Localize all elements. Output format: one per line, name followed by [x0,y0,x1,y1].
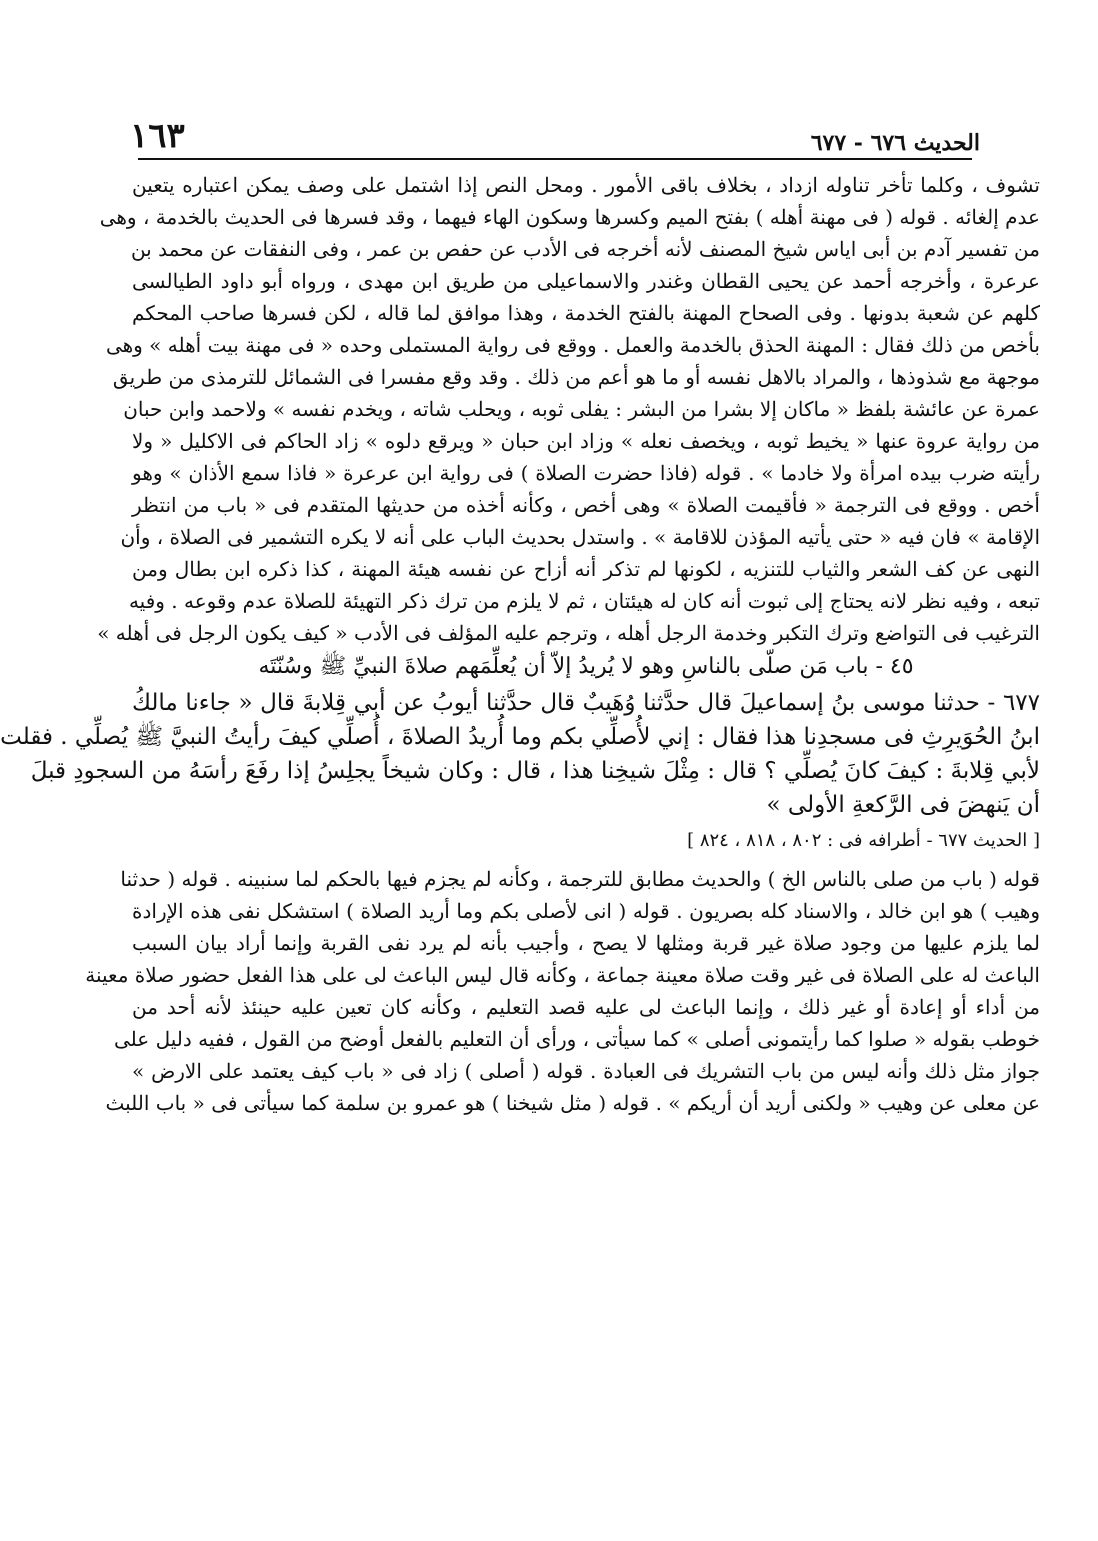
text-line: عرعرة ، وأخرجه أحمد عن يحيى القطان وغندر والاسماعيلى من طريق ابن مهدى ، ورواه أبو داود الطيالسى [132,269,1040,293]
text-line: عن معلى عن وهيب « ولكنى أريد أن أريكم » . قوله ( مثل شيخنا ) هو عمرو بن سلمة كما سيأتى فى « باب اللبث [105,1091,1040,1115]
text-line: من رواية عروة عنها « يخيط ثوبه ، ويخصف نعله » وزاد ابن حبان « ويرقع دلوه » زاد الحاكم فى الاكليل « ولا [132,429,1040,453]
text-line: من تفسير آدم بن أبى اياس شيخ المصنف لأنه أخرجه فى الأدب عن حفص بن عمر ، وفى النفقات عن محمد بن [130,237,1040,261]
hadith-line: ٦٧٧ - حدثنا موسى بنُ إسماعيلَ قال حدَّثنا وُهَيبٌ قال حدَّثنا أيوبُ عن أبي قِلابةَ قال « جاءنا مالكُ [132,690,1040,716]
text-line: تشوف ، وكلما تأخر تناوله ازداد ، بخلاف باقى الأمور . ومحل النص إذا اشتمل على وصف يمكن اعتباره يتعين [132,173,1040,197]
chapter-heading: ٤٥ - باب مَن صلّى بالناسِ وهو لا يُريدُ إلاّ أن يُعلِّمَهم صلاةَ النبيِّ ﷺ وسُنّتَه [258,654,914,679]
text-line: موجهة مع شذوذها ، والمراد بالاهل نفسه أو ما هو أعم من ذلك . وقد وقع مفسرا فى الشمائل للترمذى من طريق [112,365,1040,389]
text-line: أخص . ووقع فى الترجمة « فأقيمت الصلاة » وهى أخص ، وكأنه أخذه من حديثها المتقدم فى « باب من انتظر [132,493,1040,517]
text-line: كلهم عن شعبة بدونها . وفى الصحاح المهنة بالفتح الخدمة ، وهذا موافق لما قاله ، لكن فسرها صاحب المحكم [132,301,1040,325]
page-header [130,104,980,156]
text-line: من أداء أو إعادة أو غير ذلك ، وإنما الباعث لى عليه قصد التعليم ، وكأنه كان تعين عليه حينئذ لأنه أحد من [132,995,1041,1019]
text-line: بأخص من ذلك فقال : المهنة الحذق بالخدمة والعمل . ووقع فى رواية المستملى وحده « فى مهنة بيت أهله » وهى [105,333,1040,357]
text-line: قوله ( باب من صلى بالناس الخ ) والحديث مطابق للترجمة ، وكأنه لم يجزم فيها بالحكم لما سنبينه . قوله ( حدثنا [120,867,1040,891]
text-line: عدم إلغائه . قوله ( فى مهنة أهله ) بفتح الميم وكسرها وسكون الهاء فيهما ، وقد فسرها فى الحديث بالخدمة ، وهى [99,205,1040,229]
hadith-line: لأبي قِلابةَ : كيفَ كانَ يُصلِّي ؟ قال : مِثْلَ شيخِنا هذا ، قال : وكان شيخاً يجلِسُ إذا رفَعَ رأسَهُ من السجودِ قبلَ [30,758,1040,784]
text-line: تبعه ، وفيه نظر لانه يحتاج إلى ثبوت أنه كان له هيئتان ، ثم لا يلزم من ترك ذكر التهيئة للصلاة عدم وقوعه . وفيه [128,589,1040,613]
text-line: جواز مثل ذلك وأنه ليس من باب التشريك فى العبادة . قوله ( أصلى ) زاد فى « باب كيف يعتمد على الارض » [132,1059,1041,1083]
text-line: الباعث له على الصلاة فى غير وقت صلاة معينة جماعة ، وكأنه قال ليس الباعث لى على هذا الفعل حضور صلاة معينة [85,963,1040,987]
text-line: عمرة عن عائشة بلفظ « ماكان إلا بشرا من البشر : يفلى ثوبه ، ويحلب شاته ، ويخدم نفسه » ولاحمد وابن حبان [123,397,1040,421]
text-line: خوطب بقوله « صلوا كما رأيتمونى أصلى » كما سيأتى ، ورأى أن التعليم بالفعل أوضح من القول ، ففيه دليل على [114,1027,1040,1051]
text-line: النهى عن كف الشعر والثياب للتنزيه ، لكونها لم تذكر أنه أزاح عن نفسه هيئة المهنة ، كذا ذكره ابن بطال ومن [132,557,1040,581]
page-number: ١٦٣ [130,116,185,156]
text-line: الإقامة » فان فيه « حتى يأتيه المؤذن للاقامة » . واستدل بحديث الباب على أنه لا يكره التشمير فى الصلاة ، وأن [120,525,1040,549]
text-line: الترغيب فى التواضع وترك التكبر وخدمة الرجل أهله ، وترجم عليه المؤلف فى الأدب « كيف يكون الرجل فى أهله » [97,621,1040,645]
text-line: لما يلزم عليها من وجود صلاة غير قربة ومثلها لا يصح ، وأجيب بأنه لم يرد نفى القربة وإنما أراد بيان السبب [132,931,1040,955]
text-line: وهيب ) هو ابن خالد ، والاسناد كله بصريون . قوله ( انى لأصلى بكم وما أريد الصلاة ) استشكل نفى هذه الإرادة [132,899,1040,923]
running-title: الحديث ٦٧٦ - ٦٧٧ [810,130,980,156]
text-line: رأيته ضرب بيده امرأة ولا خادما » . قوله (فاذا حضرت الصلاة ) فى رواية ابن عرعرة « فاذا سمع الأذان » وهو [132,461,1040,485]
hadith-references: [ الحديث ٦٧٧ - أطرافه فى : ٨٠٢ ، ٨١٨ ، ٨٢٤ ] [687,830,1040,851]
header-rule [138,158,972,160]
hadith-line: ابنُ الحُوَيرِثِ فى مسجدِنا هذا فقال : إني لأُصلِّي بكم وما أُريدُ الصلاةَ ، أُصلِّي كيفَ رأيتُ النبيَّ ﷺ يُصلِّي . فقلت [0,724,1040,750]
hadith-line: أن يَنهضَ فى الرَّكعةِ الأولى » [766,792,1040,818]
